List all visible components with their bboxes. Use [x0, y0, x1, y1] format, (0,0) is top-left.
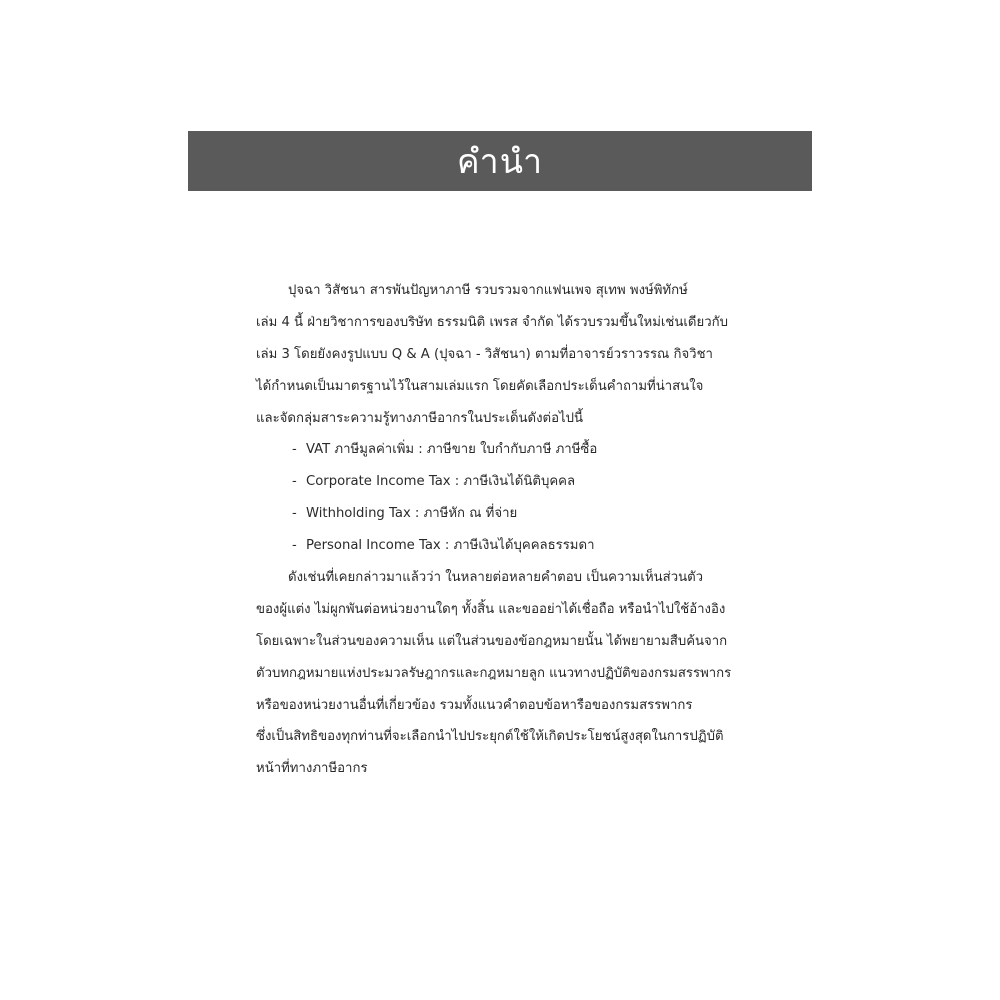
list-item	[256, 434, 756, 466]
paragraph-line: เล่ม 4 นี้ ฝ่ายวิชาการของบริษัท ธรรมนิติ เพรส จำกัด ได้รวบรวมขึ้นใหม่เช่นเดียวกับ	[256, 314, 728, 330]
list-item	[256, 466, 756, 498]
paragraph-line: เล่ม 3 โดยยังคงรูปแบบ Q & A (ปุจฉา - วิสัชนา) ตามที่อาจารย์วราวรรณ กิจวิชา	[256, 346, 713, 362]
title-banner	[188, 131, 812, 191]
paragraph-line: โดยเฉพาะในส่วนของความเห็น แต่ในส่วนของข้อกฎหมายนั้น ได้พยายามสืบค้นจาก	[256, 633, 728, 649]
paragraph-line: และจัดกลุ่มสาระความรู้ทางภาษีอากรในประเด็นดังต่อไปนี้	[256, 410, 584, 426]
paragraph-line: หน้าที่ทางภาษีอากร	[256, 761, 368, 777]
paragraph-line: ของผู้แต่ง ไม่ผูกพันต่อหน่วยงานใดๆ ทั้งสิ้น และขออย่าได้เชื่อถือ หรือนำไปใช้อ้างอิง	[256, 601, 726, 617]
bullet-dash: -	[292, 538, 297, 554]
preface-body	[256, 275, 756, 785]
page-title: คำนำ	[456, 142, 544, 182]
list-item-text: Withholding Tax : ภาษีหัก ณ ที่จ่าย	[306, 506, 518, 522]
list-item-text: Corporate Income Tax : ภาษีเงินได้นิติบุคคล	[306, 474, 576, 490]
bullet-dash: -	[292, 442, 297, 458]
list-item	[256, 530, 756, 562]
list-item	[256, 498, 756, 530]
paragraph-line: ปุจฉา วิสัชนา สารพันปัญหาภาษี รวบรวมจากแฟนเพจ สุเทพ พงษ์พิทักษ์	[288, 283, 688, 298]
paragraph-line: หรือของหน่วยงานอื่นที่เกี่ยวข้อง รวมทั้งแนวคำตอบข้อหารือของกรมสรรพากร	[256, 697, 693, 713]
paragraph-line: ซึ่งเป็นสิทธิของทุกท่านที่จะเลือกนำไปประยุกต์ใช้ให้เกิดประโยชน์สูงสุดในการปฏิบัติ	[256, 729, 724, 745]
paragraph-line: ตัวบทกฎหมายแห่งประมวลรัษฎากรและกฎหมายลูก แนวทางปฏิบัติของกรมสรรพากร	[256, 665, 732, 681]
paragraph-line: ได้กำหนดเป็นมาตรฐานไว้ในสามเล่มแรก โดยคัดเลือกประเด็นคำถามที่น่าสนใจ	[256, 378, 704, 394]
list-item-text: VAT ภาษีมูลค่าเพิ่ม : ภาษีขาย ใบกำกับภาษี ภาษีซื้อ	[306, 442, 598, 458]
paragraph-line: ดังเช่นที่เคยกล่าวมาแล้วว่า ในหลายต่อหลายคำตอบ เป็นความเห็นส่วนตัว	[288, 570, 704, 586]
list-item-text: Personal Income Tax : ภาษีเงินได้บุคคลธรรมดา	[306, 538, 595, 554]
bullet-dash: -	[292, 506, 297, 522]
bullet-dash: -	[292, 474, 297, 490]
